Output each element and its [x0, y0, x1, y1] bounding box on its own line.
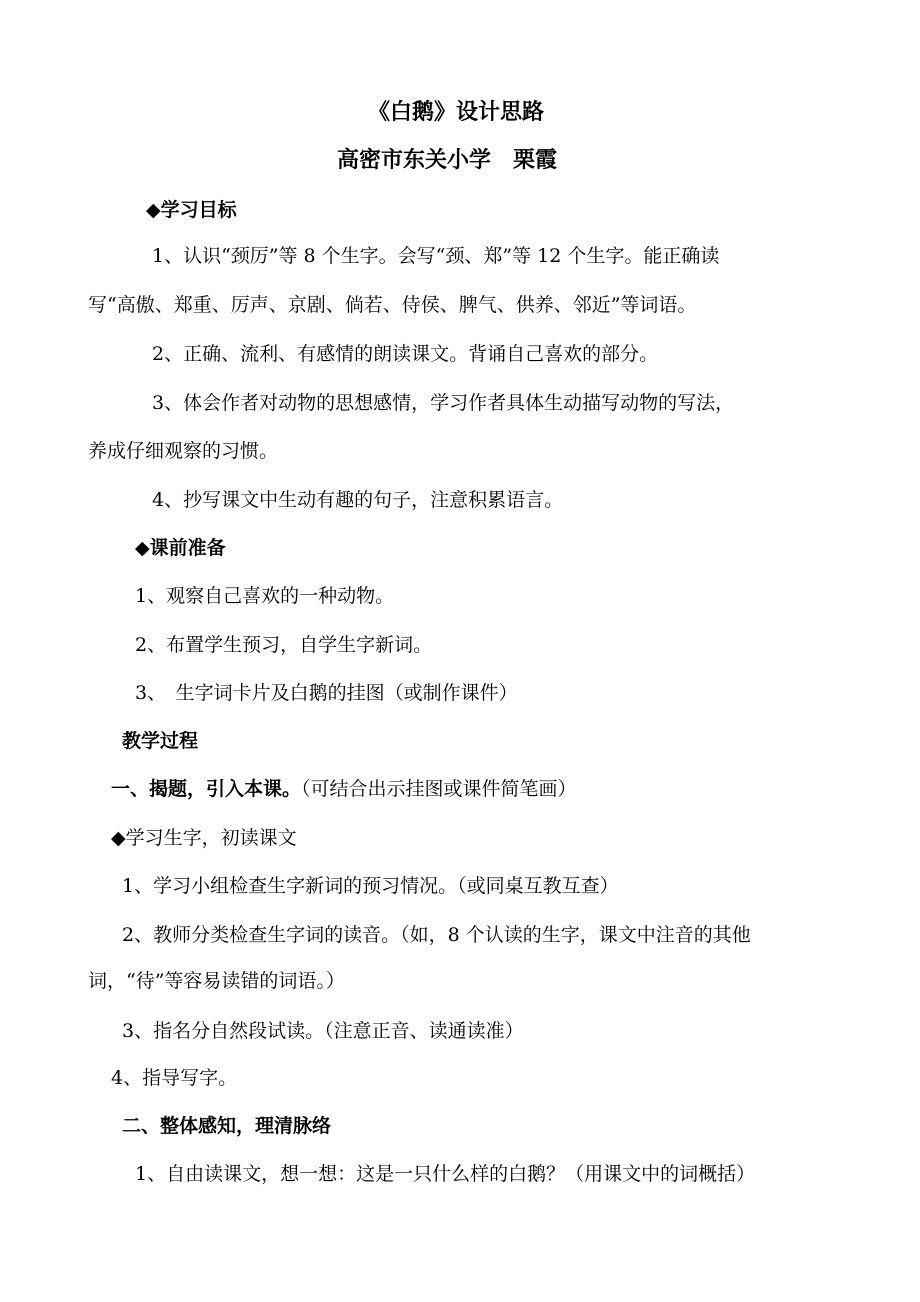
sub-heading-characters: ◆学习生字，初读课文: [111, 827, 297, 849]
process-item: 2、教师分类检查生字词的读音。（如，8 个认读的生字，课文中注音的其他: [122, 924, 751, 946]
prep-item: 2、布置学生预习，自学生字新词。: [135, 634, 433, 656]
part1-note: （可结合出示挂图或课件简笔画）: [301, 778, 577, 800]
prep-item: 3、 生字词卡片及白鹅的挂图（或制作课件）: [135, 682, 518, 704]
goal-item: 养成仔细观察的习惯。: [88, 440, 279, 462]
process-item: 4、指导写字。: [111, 1067, 238, 1089]
process-item: 3、指名分自然段试读。（注意正音、读通读准）: [122, 1020, 524, 1042]
author-line: 高密市东关小学 栗霞: [337, 148, 558, 173]
part2-heading: 二、整体感知，理清脉络: [122, 1115, 332, 1137]
part1-line: [111, 776, 577, 802]
goal-item: 3、体会作者对动物的思想感情，学习作者具体生动描写动物的写法，: [152, 392, 735, 414]
section-heading-prep: ◆课前准备: [135, 537, 226, 559]
goal-item: 4、抄写课文中生动有趣的句子，注意积累语言。: [152, 489, 564, 511]
document-title: 《白鹅》设计思路: [368, 100, 545, 125]
goal-item: 1、认识“颈厉”等 8 个生字。会写“颈、郑”等 12 个生字。能正确读: [152, 245, 720, 267]
process-item: 1、学习小组检查生字新词的预习情况。（或同桌互教互查）: [122, 875, 619, 897]
goal-item: 写“高傲、郑重、厉声、京剧、倘若、侍侯、脾气、供养、邻近”等词语。: [88, 294, 697, 316]
process-item: 词，“待”等容易读错的词语。）: [88, 970, 345, 992]
part1-heading: 一、揭题，引入本课。: [111, 778, 302, 800]
part2-item: 1、自由读课文，想一想：这是一只什么样的白鹅？（用课文中的词概括）: [135, 1163, 756, 1185]
goal-item: 2、正确、流利、有感情的朗读课文。背诵自己喜欢的部分。: [152, 343, 659, 365]
section-heading-goals: ◆学习目标: [146, 199, 237, 221]
section-heading-process: 教学过程: [122, 730, 199, 752]
prep-item: 1、观察自己喜欢的一种动物。: [135, 585, 395, 607]
